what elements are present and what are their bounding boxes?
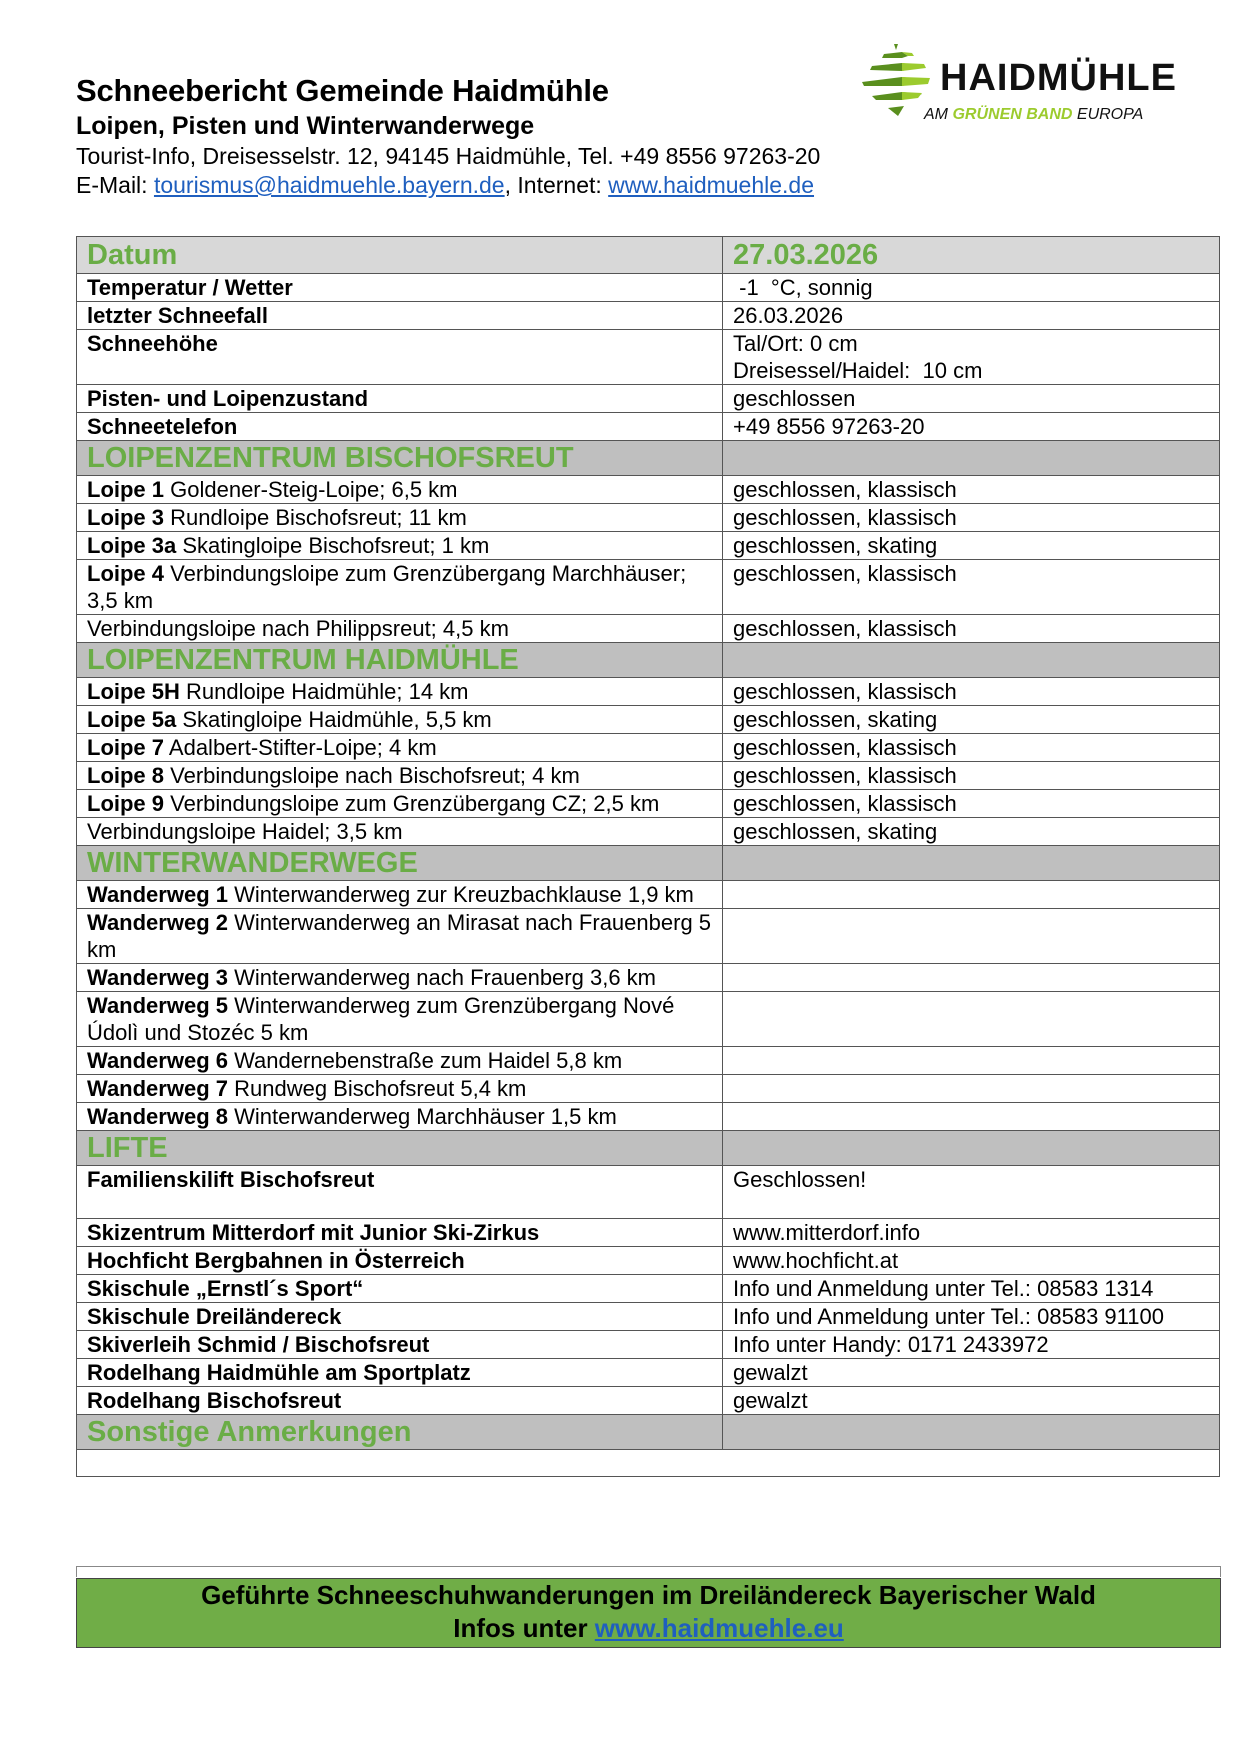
item-name [77, 1047, 723, 1075]
item-description: Rundweg Bischofsreut 5,4 km [228, 1076, 527, 1101]
section-header [77, 846, 1220, 881]
item-name [77, 734, 723, 762]
contact-line [76, 171, 820, 200]
item-name [77, 992, 723, 1047]
table-row [77, 1103, 1220, 1131]
item-status: geschlossen, klassisch [723, 560, 1220, 615]
snow-phone-value: +49 8556 97263-20 [723, 413, 1220, 441]
item-name [77, 818, 723, 846]
item-name [77, 1075, 723, 1103]
item-status: geschlossen, klassisch [723, 790, 1220, 818]
item-description: Rundloipe Haidmühle; 14 km [179, 679, 469, 704]
item-code: Rodelhang Bischofsreut [87, 1388, 342, 1413]
page-subtitle: Loipen, Pisten und Winterwanderwege [76, 112, 535, 140]
section-status-empty [723, 441, 1220, 476]
table-row [77, 1331, 1220, 1359]
table-row [77, 385, 1220, 413]
table-row [77, 734, 1220, 762]
table-row [77, 790, 1220, 818]
item-description: Skatingloipe Bischofsreut; 1 km [176, 533, 490, 558]
table-row [77, 1387, 1220, 1415]
item-description: Skatingloipe Haidmühle, 5,5 km [176, 707, 492, 732]
table-row [77, 560, 1220, 615]
item-name [77, 1303, 723, 1331]
item-name [77, 964, 723, 992]
item-name [77, 1359, 723, 1387]
item-status [723, 964, 1220, 992]
address-line: Tourist-Info, Dreisesselstr. 12, 94145 Haidmühle, Tel. +49 8556 97263-20 [76, 143, 821, 169]
section-title: WINTERWANDERWEGE [77, 846, 723, 881]
table-row [77, 1359, 1220, 1387]
logo-wordmark: HAIDMÜHLE [940, 57, 1177, 99]
item-description: Verbindungsloipe Haidel; 3,5 km [87, 819, 403, 844]
item-code: Rodelhang Haidmühle am Sportplatz [87, 1360, 471, 1385]
item-name [77, 476, 723, 504]
item-description: Winterwanderweg zur Kreuzbachklause 1,9 km [228, 882, 694, 907]
item-name [77, 615, 723, 643]
item-name [77, 1331, 723, 1359]
snow-depth-valley: Tal/Ort: 0 cm [733, 331, 858, 356]
item-description: Verbindungsloipe nach Bischofsreut; 4 km [164, 763, 580, 788]
snowshoe-banner [76, 1578, 1221, 1648]
item-status: www.mitterdorf.info [723, 1219, 1220, 1247]
item-description: Winterwanderweg an Mirasat nach Frauenberg 5 km [87, 910, 712, 962]
item-description: Winterwanderweg nach Frauenberg 3,6 km [228, 965, 656, 990]
table-row [77, 1166, 1220, 1219]
haidmuehle-logo [862, 44, 1177, 124]
section-header [77, 441, 1220, 476]
item-description: Verbindungsloipe zum Grenzübergang CZ; 2,5 km [164, 791, 660, 816]
last-snowfall-label: letzter Schneefall [77, 302, 723, 330]
item-name [77, 1275, 723, 1303]
item-status [723, 992, 1220, 1047]
item-code: Wanderweg 3 [87, 965, 228, 990]
item-name [77, 1247, 723, 1275]
item-name [77, 706, 723, 734]
item-status [723, 1103, 1220, 1131]
item-description: Winterwanderweg Marchhäuser 1,5 km [228, 1104, 617, 1129]
snow-depth-label: Schneehöhe [77, 330, 723, 385]
table-row [77, 881, 1220, 909]
last-snowfall-value: 26.03.2026 [723, 302, 1220, 330]
item-description: Winterwanderweg zum Grenzübergang Nové Údolì und Stozéc 5 km [87, 993, 675, 1045]
section-title: LIFTE [77, 1131, 723, 1166]
email-label: E-Mail: [76, 172, 154, 198]
item-name [77, 881, 723, 909]
item-description: Goldener-Steig-Loipe; 6,5 km [164, 477, 458, 502]
snow-phone-label: Schneetelefon [77, 413, 723, 441]
notes-row [77, 1450, 1220, 1477]
item-code: Wanderweg 7 [87, 1076, 228, 1101]
item-name [77, 909, 723, 964]
table-row [77, 1219, 1220, 1247]
section-title: Sonstige Anmerkungen [77, 1415, 723, 1450]
item-code: Loipe 5H [87, 679, 180, 704]
banner-link[interactable]: www.haidmuehle.eu [594, 1613, 844, 1643]
temperature-label: Temperatur / Wetter [77, 274, 723, 302]
table-row [77, 706, 1220, 734]
page-title: Schneebericht Gemeinde Haidmühle [76, 73, 609, 108]
item-code: Wanderweg 1 [87, 882, 228, 907]
table-row [77, 1275, 1220, 1303]
item-name [77, 790, 723, 818]
item-status: gewalzt [723, 1387, 1220, 1415]
item-code: Wanderweg 5 [87, 993, 228, 1018]
item-code: Skischule Dreiländereck [87, 1304, 342, 1329]
item-status: gewalzt [723, 1359, 1220, 1387]
section-header [77, 1415, 1220, 1450]
table-row [77, 818, 1220, 846]
item-status: www.hochficht.at [723, 1247, 1220, 1275]
slope-condition-value: geschlossen [723, 385, 1220, 413]
snow-depth-value [723, 330, 1220, 385]
document-header [76, 72, 820, 200]
item-status: geschlossen, klassisch [723, 678, 1220, 706]
item-code: Loipe 7 [87, 735, 165, 760]
item-name [77, 1219, 723, 1247]
item-code: Skizentrum Mitterdorf mit Junior Ski-Zirkus [87, 1220, 540, 1245]
item-code: Wanderweg 8 [87, 1104, 228, 1129]
section-status-empty [723, 846, 1220, 881]
item-code: Loipe 1 [87, 477, 165, 502]
item-status: geschlossen, skating [723, 706, 1220, 734]
section-title: LOIPENZENTRUM HAIDMÜHLE [77, 643, 723, 678]
item-code: Loipe 4 [87, 561, 165, 586]
section-title: LOIPENZENTRUM BISCHOFSREUT [77, 441, 723, 476]
table-row [77, 678, 1220, 706]
item-status: geschlossen, skating [723, 532, 1220, 560]
item-name [77, 560, 723, 615]
item-code: Familienskilift Bischofsreut [87, 1167, 375, 1192]
item-status [723, 881, 1220, 909]
item-name [77, 504, 723, 532]
item-name [77, 1166, 723, 1219]
item-status: geschlossen, klassisch [723, 734, 1220, 762]
item-code: Wanderweg 2 [87, 910, 228, 935]
table-row [77, 964, 1220, 992]
item-name [77, 678, 723, 706]
item-code: Loipe 5a [87, 707, 177, 732]
table-row [77, 330, 1220, 385]
table-row [77, 1247, 1220, 1275]
item-code: Skiverleih Schmid / Bischofsreut [87, 1332, 430, 1357]
temperature-value: -1 °C, sonnig [723, 274, 1220, 302]
date-value: 27.03.2026 [723, 237, 1220, 274]
item-description: Adalbert-Stifter-Loipe; 4 km [164, 735, 437, 760]
section-header [77, 1131, 1220, 1166]
table-row [77, 909, 1220, 964]
logo-tagline: AM GRÜNEN BAND EUROPA [924, 106, 1144, 123]
item-status: geschlossen, klassisch [723, 615, 1220, 643]
internet-label: , Internet: [504, 172, 609, 198]
section-status-empty [723, 643, 1220, 678]
item-status: geschlossen, klassisch [723, 504, 1220, 532]
table-row [77, 302, 1220, 330]
item-code: Loipe 9 [87, 791, 165, 816]
item-status: Geschlossen! [723, 1166, 1220, 1219]
item-status: Info und Anmeldung unter Tel.: 08583 91100 [723, 1303, 1220, 1331]
table-row [77, 274, 1220, 302]
email-link[interactable]: tourismus@haidmuehle.bayern.de [153, 172, 505, 198]
item-status: Info und Anmeldung unter Tel.: 08583 1314 [723, 1275, 1220, 1303]
banner-info: Infos unter www.haidmuehle.eu [453, 1613, 844, 1643]
item-name [77, 1103, 723, 1131]
slope-condition-label: Pisten- und Loipenzustand [77, 385, 723, 413]
banner-headline: Geführte Schneeschuhwanderungen im Dreiländereck Bayerischer Wald [201, 1580, 1096, 1610]
item-status: geschlossen, klassisch [723, 476, 1220, 504]
table-row [77, 762, 1220, 790]
item-description: Verbindungsloipe zum Grenzübergang Marchhäuser; 3,5 km [87, 561, 687, 613]
item-description: Verbindungsloipe nach Philippsreut; 4,5 km [87, 616, 509, 641]
item-code: Loipe 3 [87, 505, 165, 530]
table-row [77, 615, 1220, 643]
item-description: Wandernebenstraße zum Haidel 5,8 km [228, 1048, 623, 1073]
item-description: Rundloipe Bischofsreut; 11 km [164, 505, 467, 530]
item-name [77, 1387, 723, 1415]
item-status: geschlossen, klassisch [723, 762, 1220, 790]
item-status: geschlossen, skating [723, 818, 1220, 846]
table-row [77, 1303, 1220, 1331]
item-code: Loipe 8 [87, 763, 165, 788]
item-status [723, 909, 1220, 964]
item-code: Loipe 3a [87, 533, 177, 558]
website-link[interactable]: www.haidmuehle.de [608, 172, 815, 198]
item-name [77, 762, 723, 790]
item-status [723, 1075, 1220, 1103]
item-status: Info unter Handy: 0171 2433972 [723, 1331, 1220, 1359]
snow-report-table [76, 236, 1220, 1477]
spacer-row [76, 1566, 1221, 1577]
table-row [77, 413, 1220, 441]
date-label: Datum [77, 237, 723, 274]
table-row [77, 504, 1220, 532]
table-row [77, 532, 1220, 560]
date-row [77, 237, 1220, 274]
table-row [77, 476, 1220, 504]
table-row [77, 1047, 1220, 1075]
snow-depth-summit: Dreisessel/Haidel: 10 cm [733, 358, 983, 383]
item-code: Wanderweg 6 [87, 1048, 228, 1073]
table-row [77, 1075, 1220, 1103]
notes-cell [77, 1450, 1220, 1477]
item-status [723, 1047, 1220, 1075]
section-status-empty [723, 1415, 1220, 1450]
table-row [77, 992, 1220, 1047]
item-code: Hochficht Bergbahnen in Österreich [87, 1248, 465, 1273]
item-code: Skischule „Ernstl´s Sport“ [87, 1276, 364, 1301]
item-name [77, 532, 723, 560]
section-status-empty [723, 1131, 1220, 1166]
section-header [77, 643, 1220, 678]
